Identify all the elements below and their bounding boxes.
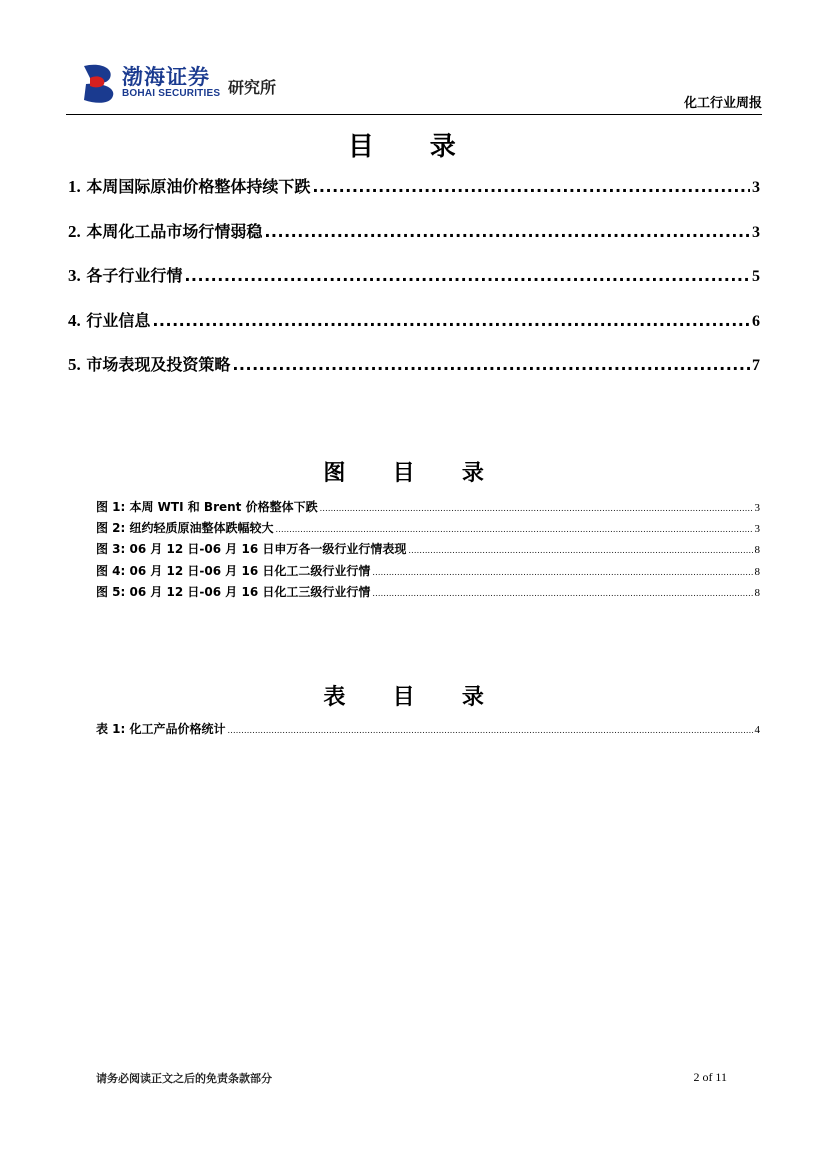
figure-entry-label: 图 1: 本周 WTI 和 Brent 价格整体下跌 (96, 500, 318, 514)
toc-entry-page: 5 (752, 268, 760, 285)
toc-leader-dots (152, 311, 750, 330)
toc-entry-number: 4. (68, 310, 81, 330)
toc-entry[interactable] (68, 263, 760, 308)
footer-page-number: 2 of 11 (693, 1070, 727, 1084)
toc-entry-number: 1. (68, 177, 81, 196)
toc-entry-page: 7 (752, 357, 760, 374)
tables-list (96, 720, 760, 741)
figure-entry-label: 图 2: 纽约轻质原油整体跌幅较大 (96, 521, 274, 536)
toc-leader-dots (320, 500, 753, 514)
toc-entry-page: 3 (752, 223, 760, 241)
figure-entry-label: 图 5: 06 月 12 日-06 月 16 日化工三级行业行情 (96, 584, 371, 599)
toc-entry-label: 行业信息 (86, 310, 151, 330)
figure-entry-page: 8 (754, 565, 760, 578)
toc-entry-label: 各子行业行情 (86, 266, 183, 285)
figure-entry-page: 3 (754, 502, 760, 514)
figure-entry-label: 图 4: 06 月 12 日-06 月 16 日化工二级行业行情 (96, 563, 371, 578)
toc-entry[interactable] (68, 352, 760, 397)
figure-entry-page: 8 (754, 544, 760, 557)
toc-entry-number: 2. (68, 221, 81, 241)
toc-entry-label: 本周国际原油价格整体持续下跌 (86, 177, 311, 196)
figure-entry[interactable] (96, 519, 760, 540)
brand-name-cn: 渤海证券 (122, 65, 210, 89)
toc-entry-label: 市场表现及投资策略 (86, 355, 231, 374)
table-entry-page: 4 (754, 724, 760, 736)
toc-entry[interactable] (68, 219, 760, 264)
bohai-logo-icon (80, 62, 120, 104)
table-entry-label: 表 1: 化工产品价格统计 (96, 722, 226, 736)
tables-title: 表 目 录 (323, 684, 504, 710)
figure-entry[interactable] (96, 583, 760, 604)
report-type: 化工行业周报 (683, 96, 762, 111)
footer-disclaimer: 请务必阅读正文之后的免责条款部分 (96, 1072, 272, 1085)
figure-entry-page: 8 (754, 586, 760, 599)
toc-leader-dots (372, 564, 752, 578)
toc-leader-dots (372, 585, 752, 599)
figures-list (96, 498, 760, 604)
toc-leader-dots (312, 177, 750, 196)
figure-entry[interactable] (96, 498, 760, 519)
toc-entry-number: 5. (68, 355, 81, 374)
figure-entry-label: 图 3: 06 月 12 日-06 月 16 日申万各一级行业行情表现 (96, 542, 407, 557)
figure-entry[interactable] (96, 540, 760, 561)
toc-entry-label: 本周化工品市场行情弱稳 (86, 221, 263, 241)
institute-label: 研究所 (228, 78, 277, 97)
contents-list (68, 174, 760, 397)
toc-leader-dots (184, 266, 750, 285)
toc-leader-dots (232, 355, 750, 374)
toc-entry-page: 6 (752, 312, 760, 330)
table-entry[interactable] (96, 720, 760, 741)
toc-leader-dots (228, 722, 753, 736)
toc-leader-dots (276, 521, 753, 535)
toc-entry[interactable] (68, 308, 760, 353)
toc-leader-dots (408, 542, 752, 556)
toc-leader-dots (264, 222, 750, 241)
page-header (66, 60, 762, 114)
figures-title: 图 目 录 (323, 460, 504, 486)
brand-name-en: BOHAI SECURITIES (122, 88, 221, 99)
toc-entry-page: 3 (752, 179, 760, 196)
figure-entry[interactable] (96, 562, 760, 583)
toc-entry[interactable] (68, 174, 760, 219)
toc-entry-number: 3. (68, 266, 81, 285)
figure-entry-page: 3 (754, 523, 760, 536)
header-divider (66, 114, 762, 115)
contents-title: 目 录 (347, 132, 480, 162)
